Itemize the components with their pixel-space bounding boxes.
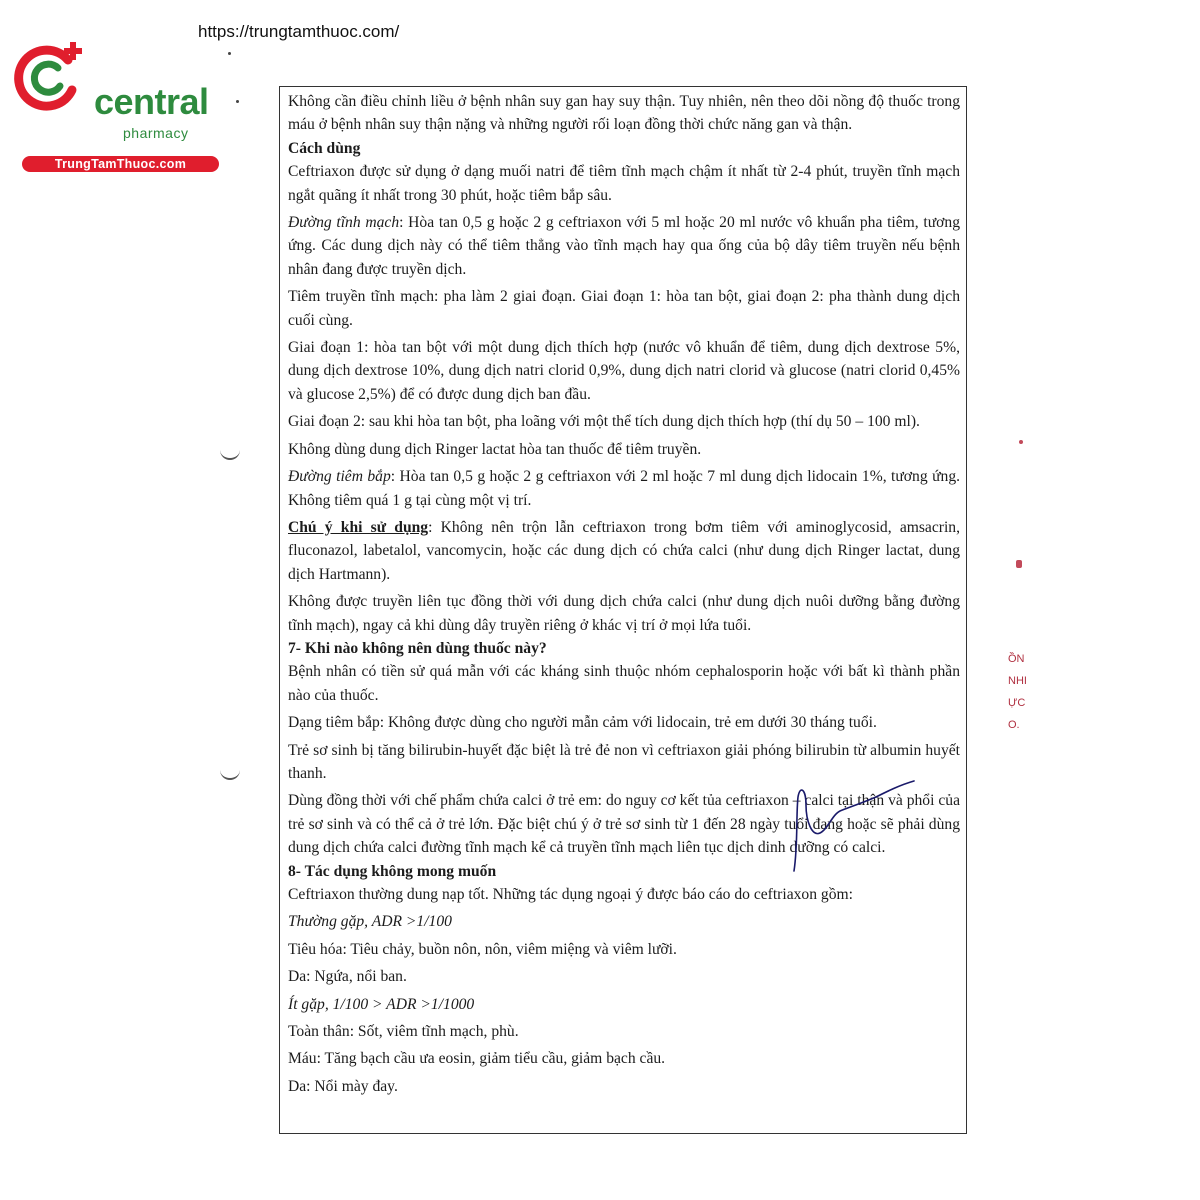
paragraph: Toàn thân: Sốt, viêm tĩnh mạch, phù. xyxy=(288,1023,519,1041)
im-label: Đường tiêm bắp xyxy=(288,468,391,486)
stamp-line: O. xyxy=(1008,719,1020,731)
logo-brand-text: central xyxy=(94,81,209,122)
document-page xyxy=(279,86,967,1134)
iv-label: Đường tĩnh mạch xyxy=(288,214,400,232)
stamp-line: ỰC xyxy=(1008,697,1026,709)
central-pharmacy-logo[interactable] xyxy=(10,38,215,171)
note-text: : Không nên trộn lẫn ceftriaxon trong bơm tiêm với aminoglycosid, amsacrin, fluconazol, labetalol, vancomycin, hoặc các dung dịch có chứa calci (như dung dịch Ringer lactat, dung dịch Hartmann). xyxy=(288,518,960,583)
stray-dot xyxy=(236,100,239,103)
paragraph: Da: Ngứa, nổi ban. xyxy=(288,968,407,986)
paragraph-note xyxy=(288,516,960,586)
edge-mark xyxy=(1019,440,1023,444)
iv-text: : Hòa tan 0,5 g hoặc 2 g ceftriaxon với 5 ml hoặc 20 ml nước vô khuẩn pha tiêm, tương ứng. Các dung dịch này có thể tiêm thẳng vào tĩnh mạch hay qua ống của bộ dây tiêm truyền nếu bệnh nhân đang được truyền dịch. xyxy=(288,214,961,278)
paragraph: Máu: Tăng bạch cầu ưa eosin, giảm tiểu cầu, giảm bạch cầu. xyxy=(288,1050,666,1068)
paragraph: Dạng tiêm bắp: Không được dùng cho người mẫn cảm với lidocain, trẻ em dưới 30 tháng tuổi. xyxy=(288,714,877,732)
paragraph: Trẻ sơ sinh bị tăng bilirubin-huyết đặc biệt là trẻ đẻ non vì ceftriaxon giải phóng bilirubin từ albumin huyết thanh. xyxy=(288,741,960,782)
stamp-line: ỒN xyxy=(1008,653,1025,665)
stamp-line: NHI xyxy=(1008,675,1027,687)
note-label: Chú ý khi sử dụng xyxy=(288,518,429,536)
im-text: : Hòa tan 0,5 g hoặc 2 g ceftriaxon với 2 ml hoặc 7 ml dung dịch lidocain 1%, tương ứng. Không tiêm quá 1 g tại cùng một vị trí. xyxy=(288,468,961,509)
paragraph: Ceftriaxon được sử dụng ở dạng muối natri để tiêm tĩnh mạch chậm ít nhất từ 2-4 phút, truyền tĩnh mạch ngắt quãng ít nhất trong 30 phút, hoặc tiêm bắp sâu. xyxy=(288,163,960,204)
paragraph: Không dùng dung dịch Ringer lactat hòa tan thuốc để tiêm truyền. xyxy=(288,440,702,458)
paragraph-iv xyxy=(288,211,960,281)
logo-mark-icon xyxy=(10,38,92,118)
paragraph: Da: Nổi mày đay. xyxy=(288,1077,398,1095)
stray-dot xyxy=(228,52,231,55)
paragraph: Không được truyền liên tục đồng thời với dung dịch chứa calci (như dung dịch nuôi dưỡng bằng đường tĩnh mạch), ngay cả khi dùng dây truyền riêng ở khác vị trí ở mọi lứa tuổi. xyxy=(288,593,960,634)
frequency-uncommon-label: Ít gặp, 1/100 > ADR >1/1000 xyxy=(288,995,475,1013)
source-url[interactable]: https://trungtamthuoc.com/ xyxy=(198,22,400,41)
punch-hole-mark xyxy=(220,448,240,460)
section-heading-8: 8- Tác dụng không mong muốn xyxy=(288,862,497,880)
paragraph: Bệnh nhân có tiền sử quá mẫn với các kháng sinh thuộc nhóm cephalosporin hoặc với bất kì thành phần nào của thuốc. xyxy=(288,663,960,704)
paragraph: Tiêu hóa: Tiêu chảy, buồn nôn, nôn, viêm miệng và viêm lưỡi. xyxy=(288,940,677,958)
frequency-common-label: Thường gặp, ADR >1/100 xyxy=(288,913,452,931)
edge-stamp-fragment xyxy=(1008,648,1028,736)
paragraph: Ceftriaxon thường dung nạp tốt. Những tác dụng ngoại ý được báo cáo do ceftriaxon gồm: xyxy=(288,886,853,903)
paragraph: Giai đoạn 1: hòa tan bột với một dung dịch thích hợp (nước vô khuẩn để tiêm, dung dịch dextrose 5%, dung dịch dextrose 10%, dung dịch natri clorid 0,9%, dung dịch natri clorid và glucose (natri clorid 0,45% và glucose 2,5%) để có được dung dịch ban đầu. xyxy=(288,339,960,403)
section-heading-7: 7- Khi nào không nên dùng thuốc này? xyxy=(288,639,547,657)
edge-mark xyxy=(1016,560,1022,568)
section-heading-usage: Cách dùng xyxy=(288,139,361,157)
logo-banner: TrungTamThuoc.com xyxy=(22,156,219,172)
paragraph: Không cần điều chỉnh liều ở bệnh nhân suy gan hay suy thận. Tuy nhiên, nên theo dõi nồng độ thuốc trong máu ở bệnh nhân suy thận nặng và những người rối loạn đồng thời chức năng gan và thận. xyxy=(288,93,960,134)
logo-sub-text: pharmacy xyxy=(123,125,189,141)
paragraph: Tiêm truyền tĩnh mạch: pha làm 2 giai đoạn. Giai đoạn 1: hòa tan bột, giai đoạn 2: pha thành dung dịch cuối cùng. xyxy=(288,288,960,329)
signature-mark xyxy=(780,775,930,875)
punch-hole-mark xyxy=(220,768,240,780)
paragraph: Giai đoạn 2: sau khi hòa tan bột, pha loãng với một thể tích dung dịch thích hợp (thí dụ 50 – 100 ml). xyxy=(288,413,920,431)
paragraph: Dùng đồng thời với chế phẩm chứa calci ở trẻ em: do nguy cơ kết tủa ceftriaxon – calci tại thận và phổi của trẻ sơ sinh và có thể cả ở trẻ lớn. Đặc biệt chú ý ở trẻ sơ sinh từ 1 đến 28 ngày tuổi đang hoặc sẽ phải dùng dung dịch chứa calci đường tĩnh mạch kể cả truyền tĩnh mạch liên tục dịch dinh dưỡng có calci. xyxy=(288,792,960,857)
paragraph-im xyxy=(288,465,960,512)
